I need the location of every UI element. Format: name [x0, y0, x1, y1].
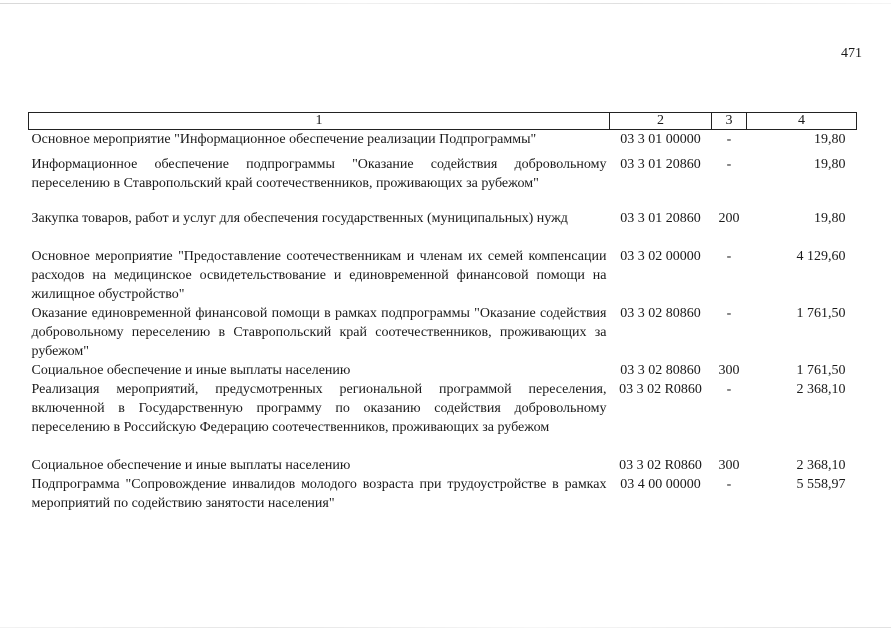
row-name: Основное мероприятие "Предоставление соотечественникам и членам их семей компенсации расходов на медицинское освидетельствование и единовременной финансовой помощи на жилищное обустройство" — [31, 248, 607, 302]
header-col-1: 1 — [29, 113, 610, 130]
row-code: 03 3 02 R0860 — [619, 381, 702, 397]
row-name: Социальное обеспечение и иные выплаты населению — [31, 362, 351, 378]
row-amount: 19,80 — [814, 156, 846, 172]
row-name: Информационное обеспечение подпрограммы "Оказание содействия добровольному переселению в Ставропольский край соотечественников, проживающих за рубежом" — [31, 156, 607, 191]
row-type: - — [726, 156, 732, 172]
table-row — [29, 304, 857, 361]
table-row — [29, 155, 857, 209]
header-col-3: 3 — [712, 113, 747, 130]
header-col-4: 4 — [747, 113, 857, 130]
row-type: 300 — [718, 362, 740, 378]
row-name: Социальное обеспечение и иные выплаты населению — [31, 457, 351, 473]
row-code: 03 3 02 80860 — [620, 305, 701, 321]
row-amount: 5 558,97 — [796, 476, 846, 492]
row-code: 03 3 02 R0860 — [619, 457, 702, 473]
table-row — [29, 247, 857, 304]
row-code: 03 3 02 80860 — [620, 362, 701, 378]
header-col-2: 2 — [610, 113, 712, 130]
row-amount: 19,80 — [814, 132, 846, 147]
scan-edge-bottom — [0, 627, 891, 628]
table-row — [29, 361, 857, 380]
row-code: 03 3 01 00000 — [620, 132, 701, 147]
row-amount: 19,80 — [814, 210, 846, 226]
table-row — [29, 475, 857, 513]
row-name: Закупка товаров, работ и услуг для обеспечения государственных (муниципальных) нужд — [31, 210, 568, 226]
table-row — [29, 456, 857, 475]
row-amount: 1 761,50 — [796, 362, 846, 378]
row-code: 03 3 02 00000 — [620, 248, 701, 264]
table-row — [29, 380, 857, 456]
scan-edge-top — [0, 3, 891, 4]
row-type: 200 — [718, 210, 740, 226]
table-row — [29, 209, 857, 247]
row-amount: 4 129,60 — [796, 248, 846, 264]
row-type: - — [726, 476, 732, 492]
row-amount: 1 761,50 — [796, 305, 846, 321]
row-type: - — [726, 248, 732, 264]
row-type: - — [726, 381, 732, 397]
row-type: 300 — [718, 457, 740, 473]
row-name: Основное мероприятие "Информационное обеспечение реализации Подпрограммы" — [31, 132, 537, 147]
row-name: Подпрограмма "Сопровождение инвалидов молодого возраста при трудоустройстве в рамках мероприятий по содействию занятости населения" — [31, 476, 607, 511]
row-type: - — [726, 132, 732, 147]
row-name: Реализация мероприятий, предусмотренных региональной программой переселения, включенной в Государственную программу по оказанию содействия добровольному переселению в Российскую Федерацию соотечественников, проживающих за рубежом — [31, 381, 607, 435]
row-code: 03 3 01 20860 — [620, 156, 701, 172]
row-name: Оказание единовременной финансовой помощи в рамках подпрограммы "Оказание содействия добровольному переселению в Ставропольский край соотечественников, проживающих за рубежом" — [31, 305, 607, 359]
page-number: 471 — [841, 46, 862, 61]
row-code: 03 4 00 00000 — [620, 476, 701, 492]
row-type: - — [726, 305, 732, 321]
header-row — [29, 113, 857, 130]
row-code: 03 3 01 20860 — [620, 210, 701, 226]
table-row — [29, 130, 857, 155]
row-amount: 2 368,10 — [796, 381, 846, 397]
budget-table — [28, 112, 857, 513]
row-amount: 2 368,10 — [796, 457, 846, 473]
